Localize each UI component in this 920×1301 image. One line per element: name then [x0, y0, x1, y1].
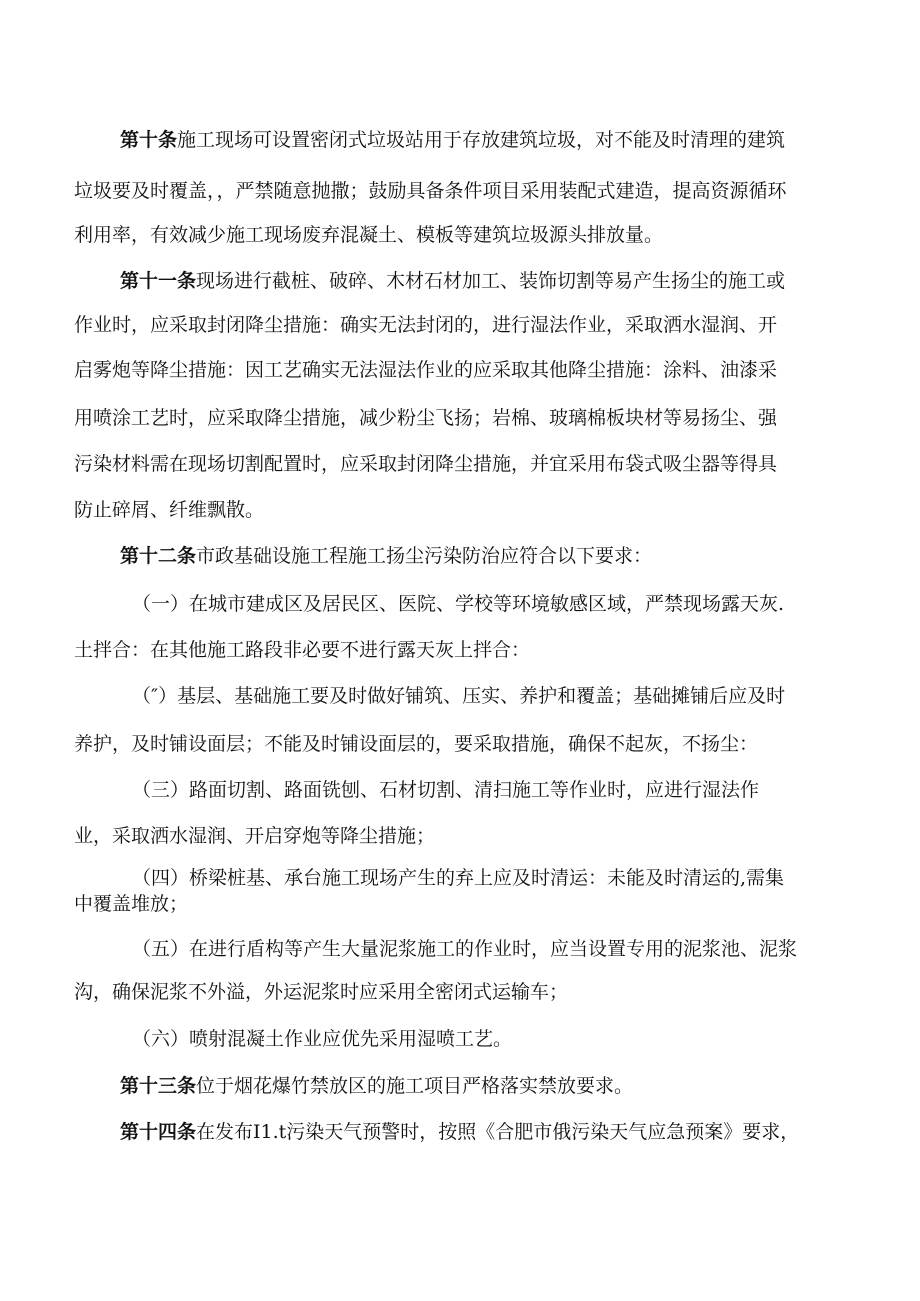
article-12-heading: 第十二条 — [120, 545, 197, 567]
article-12-item-5-line-2: 沟，确保泥浆不外溢，外运泥浆时应采用全密闭式运输车； — [74, 981, 569, 1003]
article-10-heading: 第十条 — [120, 129, 178, 151]
article-12-item-1-line-2: 土拌合：在其他施工路段非必要不进行露天灰上拌合： — [74, 639, 531, 661]
article-10-line-3: 利用率，有效减少施工现场废弃混凝土、模板等建筑垃圾源头排放量。 — [74, 224, 664, 246]
article-14-line-1: 第十四条在发布I1.t污染天气预警时，按照《合肥市俄污染天气应急预案》要求， — [120, 1121, 800, 1143]
article-13-heading: 第十三条 — [120, 1075, 197, 1097]
article-12-item-3-line-1: （三）路面切割、路面铣刨、石材切割、清扫施工等作业时，应进行湿法作 — [132, 779, 760, 801]
article-10-line-1: 第十条施工现场可设置密闭式垃圾站用于存放建筑垃圾，对不能及时清理的建筑 — [120, 129, 786, 151]
article-12-item-5-line-1: （五）在进行盾构等产生大量泥浆施工的作业时，应当设置专用的泥浆池、泥浆 — [132, 938, 798, 960]
article-11-line-6: 防止碎屑、纤维飘散。 — [74, 499, 265, 521]
article-12-line-1: 第十二条市政基础设施工程施工扬尘污染防治应符合以下要求： — [120, 545, 653, 567]
article-11-line-4: 用喷涂工艺时，应采取降尘措施，减少粉尘飞扬；岩棉、玻璃棉板块材等易扬尘、强 — [74, 407, 778, 429]
article-11-line-5: 污染材料需在现场切割配置时，应采取封闭降尘措施，并宜采用布袋式吸尘器等得具 — [74, 453, 778, 475]
article-10-line-2: 垃圾要及时覆盖，，严禁随意抛撒；鼓励具备条件项目采用装配式建造，提高资源循环 — [74, 180, 787, 202]
article-14-heading: 第十四条 — [120, 1121, 197, 1143]
article-12-item-4-line-1: （四）桥梁桩基、承台施工现场产生的弃上应及时清运：未能及时清运的,需集 — [132, 867, 785, 889]
article-12-item-2-line-2: 养护，及时铺设面层；不能及时铺设面层的，要采取措施，确保不起灰，不扬尘： — [74, 733, 759, 755]
article-12-item-6-line-1: （六）喷射混凝土作业应优先采用湿喷工艺。 — [132, 1028, 513, 1050]
article-11-heading: 第十一条 — [120, 270, 197, 292]
article-11-line-2: 作业时，应采取封闭降尘措施：确实无法封闭的，进行湿法作业，采取洒水湿润、开 — [74, 314, 778, 336]
article-12-item-2-line-1: （″）基层、基础施工要及时做好铺筑、压实、养护和覆盖；基础摊铺后应及时 — [132, 685, 786, 707]
article-12-item-3-line-2: 业，采取洒水湿润、开启穿炮等降尘措施； — [74, 825, 436, 847]
article-13-line-1: 第十三条位于烟花爆竹禁放区的施工项目严格落实禁放要求。 — [120, 1075, 634, 1097]
article-12-item-1-line-1: （一）在城市建成区及居民区、医院、学校等环境敏感区域，严禁现场露天灰. — [132, 593, 785, 615]
article-12-item-4-line-2: 中覆盖堆放； — [74, 893, 189, 915]
article-11-line-1: 第十一条现场进行截桩、破碎、木材石材加工、装饰切割等易产生扬尘的施工或 — [120, 270, 786, 292]
article-11-line-3: 启雾炮等降尘措施：因工艺确实无法湿法作业的应采取其他降尘措施：涂料、油漆采 — [74, 359, 778, 381]
